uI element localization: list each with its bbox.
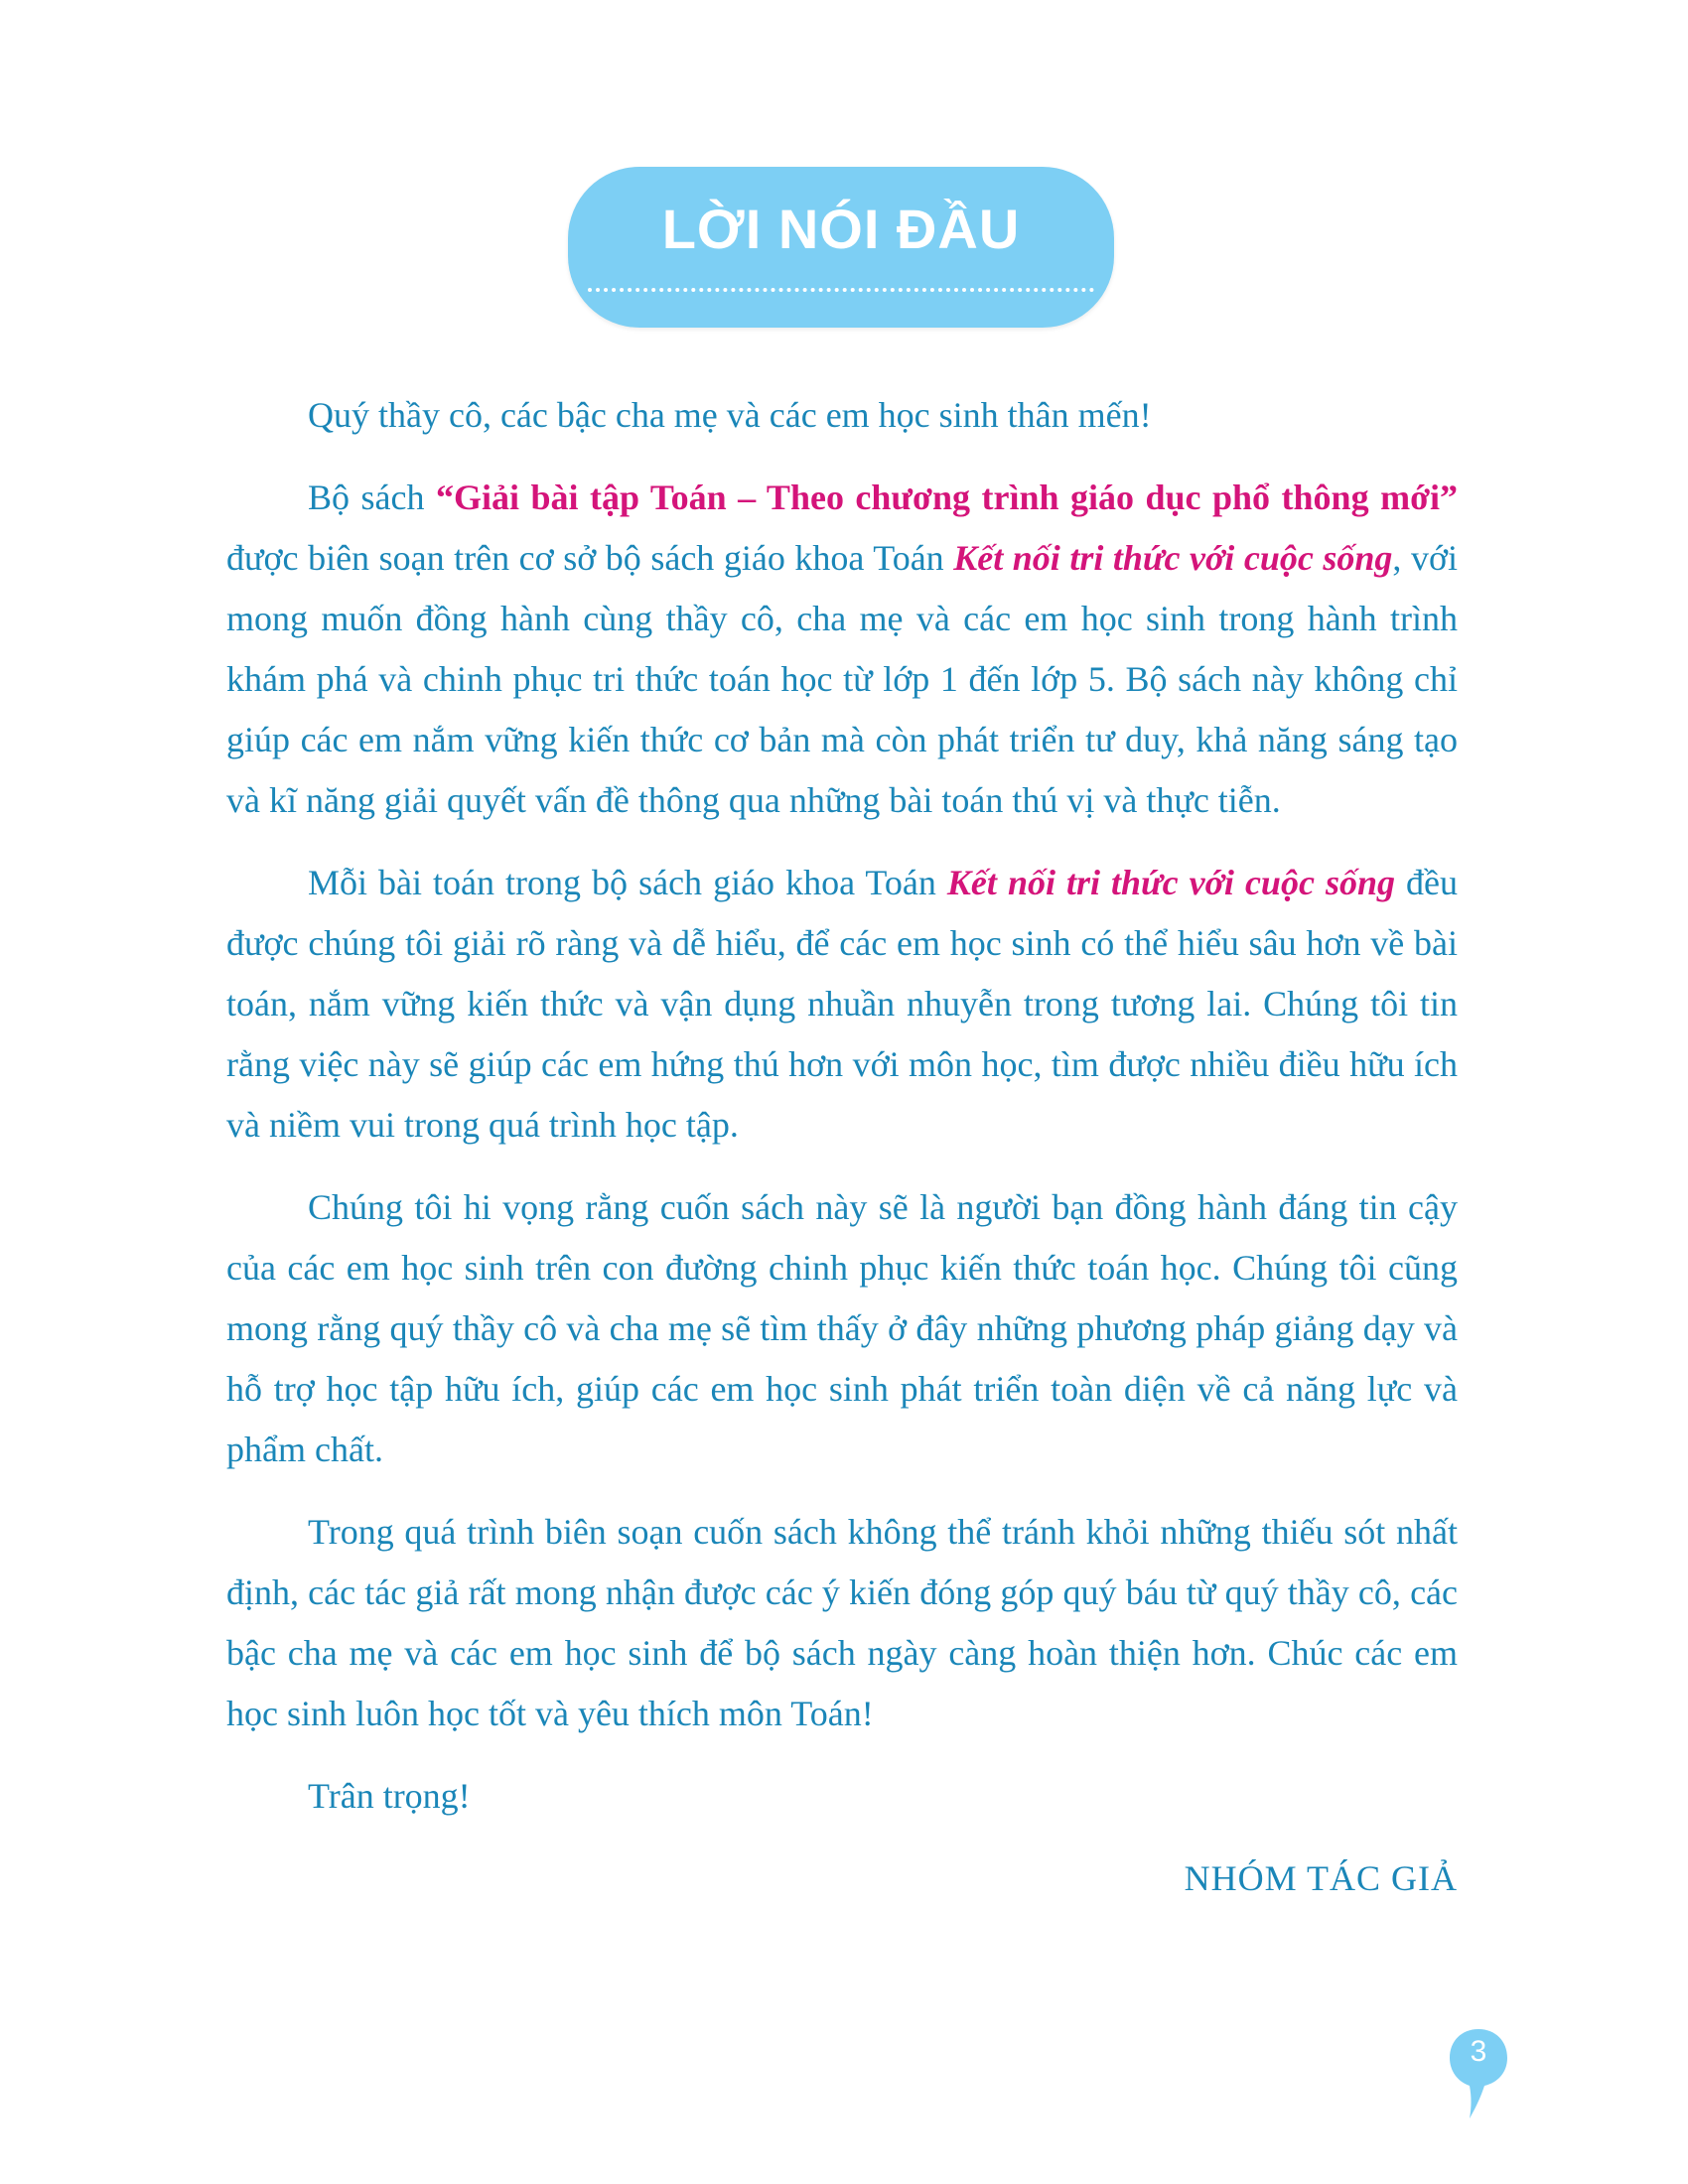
paragraph-2-text-a: Mỗi bài toán trong bộ sách giáo khoa Toán: [308, 863, 947, 902]
paragraph-2-text-b: đều được chúng tôi giải rõ ràng và dễ hiểu, để các em học sinh có thể hiểu sâu hơn về bài toán, nắm vững kiến thức và vận dụng nhuần nhuyễn trong tương lai. Chúng tôi tin rằng việc này sẽ giúp các em hứng thú hơn với môn học, tìm được nhiều điều hữu ích và niềm vui trong quá trình học tập.: [226, 863, 1458, 1145]
book-title: “Giải bài tập Toán – Theo chương trình giáo dục phổ thông mới”: [435, 478, 1459, 517]
paragraph-3-text: Chúng tôi hi vọng rằng cuốn sách này sẽ là người bạn đồng hành đáng tin cậy của các em học sinh trên con đường chinh phục kiến thức toán học. Chúng tôi cũng mong rằng quý thầy cô và cha mẹ sẽ tìm thấy ở đây những phương pháp giảng dạy và hỗ trợ học tập hữu ích, giúp các em học sinh phát triển toàn diện về cả năng lực và phẩm chất.: [226, 1187, 1458, 1469]
dotted-divider: [588, 288, 1094, 292]
paragraph-4: [226, 1502, 1458, 1744]
greeting-text: Quý thầy cô, các bậc cha mẹ và các em học sinh thân mến!: [308, 395, 1152, 435]
paragraph-1-text-b: được biên soạn trên cơ sở bộ sách giáo khoa Toán: [226, 538, 954, 578]
paragraph-2: [226, 853, 1458, 1156]
signature: NHÓM TÁC GIẢ: [1184, 1858, 1458, 1898]
closing-text: Trân trọng!: [308, 1776, 471, 1816]
page-title: LỜI NÓI ĐẦU: [661, 198, 1021, 260]
paragraph-1-text-c: , với mong muốn đồng hành cùng thầy cô, cha mẹ và các em học sinh trong hành trình khám phá và chinh phục tri thức toán học từ lớp 1 đến lớp 5. Bộ sách này không chỉ giúp các em nắm vững kiến thức cơ bản mà còn phát triển tư duy, khả năng sáng tạo và kĩ năng giải quyết vấn đề thông qua những bài toán thú vị và thực tiễn.: [226, 538, 1458, 820]
paragraph-3: [226, 1177, 1458, 1480]
closing-paragraph: [226, 1766, 1458, 1827]
preface-body: [226, 385, 1458, 1931]
paragraph-1: [226, 468, 1458, 831]
series-name: Kết nối tri thức với cuộc sống: [946, 863, 1395, 902]
series-name: Kết nối tri thức với cuộc sống: [953, 538, 1393, 578]
greeting-paragraph: [226, 385, 1458, 446]
page-number-badge: [1448, 2027, 1509, 2122]
paragraph-4-text: Trong quá trình biên soạn cuốn sách không thể tránh khỏi những thiếu sót nhất định, các tác giả rất mong nhận được các ý kiến đóng góp quý báu từ quý thầy cô, các bậc cha mẹ và các em học sinh để bộ sách ngày càng hoàn thiện hơn. Chúc các em học sinh luôn học tốt và yêu thích môn Toán!: [226, 1512, 1458, 1733]
page-number: 3: [1470, 2035, 1487, 2068]
paragraph-1-text-a: Bộ sách: [308, 478, 436, 517]
title-banner: [568, 167, 1114, 328]
